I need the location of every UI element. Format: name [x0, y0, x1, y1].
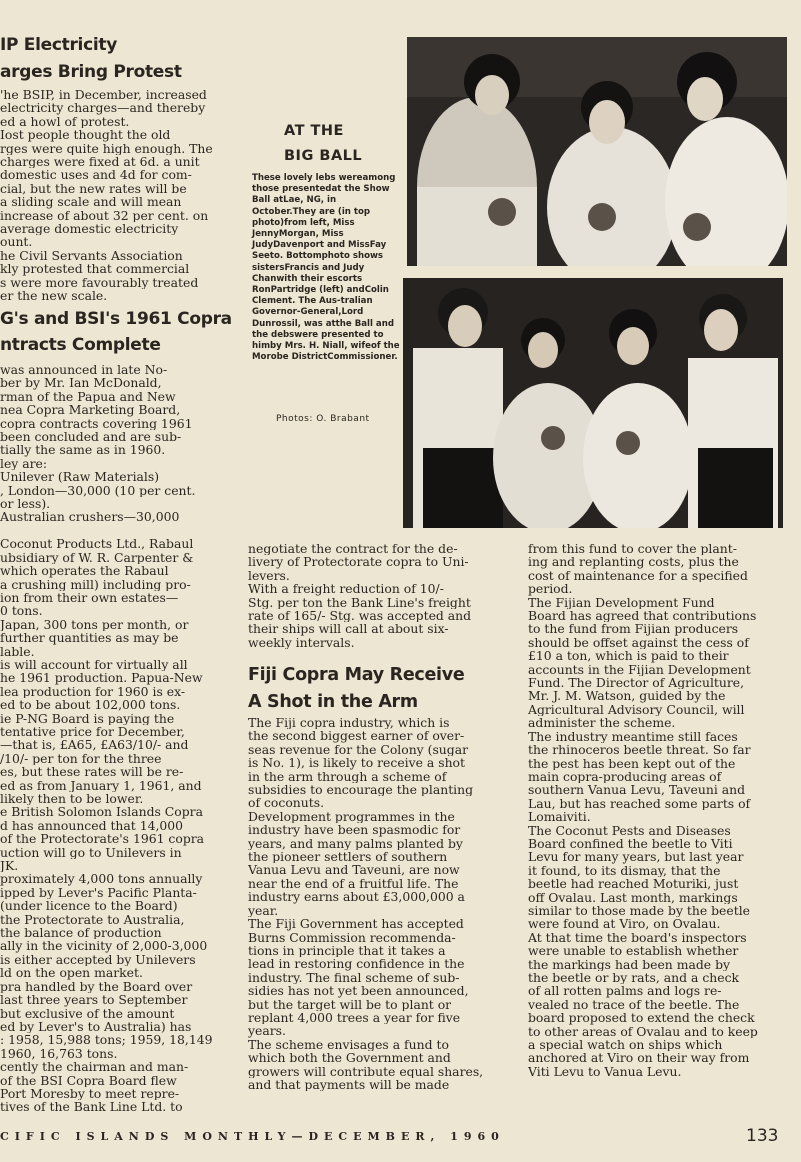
text-line: Lae, NG, in October. [252, 195, 337, 217]
text-line: tions in principle that it takes a [248, 943, 446, 958]
text-line: Francis and Judy Chan [252, 262, 365, 284]
text-line: ubsidiary of W. R. Carpenter & [0, 550, 194, 565]
page-number: 133 [746, 1126, 779, 1146]
text-line: livery of Protectorate copra to Uni- [248, 555, 469, 569]
text-line: es, but these rates will be re- [0, 765, 184, 779]
text-line: similar to those made by the beetle [528, 903, 750, 918]
text-line: Fund. The Director of Agriculture, [528, 676, 745, 690]
text-line: £10 a ton, which is paid to their [528, 649, 729, 663]
text-line: of coconuts. [248, 796, 325, 810]
text-line: tives of the Bank Line Ltd. to [0, 1100, 183, 1114]
text-line: likely then to be lower. [0, 792, 144, 806]
text-line: to other areas of Ovalau and to keep [528, 1024, 758, 1039]
text-line: a sliding scale and will mean [0, 195, 182, 209]
text-line: ing and replanting costs, plus the [528, 555, 739, 569]
text-line: Morgan, Miss Judy [252, 229, 344, 251]
text-line: the beetle or by rats, and a check [528, 971, 740, 985]
text-line: Stg. per ton the Bank Line's freight [248, 595, 471, 610]
text-line: pra handled by the Board over [0, 979, 193, 994]
text-line: were presented to him [252, 329, 384, 352]
text-line: ley are: [0, 456, 48, 471]
text-line: their ships will call at about six- [248, 622, 449, 636]
text-line: of the Morobe District [252, 341, 400, 363]
text-line: Partridge (left) and [270, 285, 365, 296]
text-line: a special watch on ships which [528, 1038, 723, 1052]
text-line: anchored at Viro on their way from [528, 1051, 750, 1065]
text-line: which operates the Rabaul [0, 564, 169, 578]
text-line: The scheme envisages a fund to [248, 1037, 449, 1052]
text-line: tentative price for December, [0, 724, 185, 739]
text-line: These lovely lebs were [252, 173, 363, 183]
text-line: Unilever (Raw Materials) [0, 470, 160, 484]
caption-title-line2: BIG BALL [284, 148, 363, 164]
text-line: the pioneer settlers of southern [248, 850, 448, 864]
text-line: The Coconut Pests and Diseases [528, 823, 731, 837]
text-line: vealed no trace of the beetle. The [528, 997, 740, 1012]
text-line: from left, Miss Jenny [252, 217, 355, 240]
article2-title-line2: ntracts Complete [0, 335, 161, 355]
text-line: is No. 1), is likely to receive a shot [248, 756, 465, 770]
text-line: is will account for virtually all [0, 657, 188, 672]
text-line: Levu for many years, but last year [528, 850, 744, 864]
text-line: years, and many palms planted by [248, 836, 463, 851]
text-line: , London—30,000 (10 per cent. [0, 483, 196, 498]
text-line: The Fiji copra industry, which is [248, 716, 450, 730]
text-line: 1960, 16,763 tons. [0, 1046, 118, 1061]
text-line: 'he BSIP, in December, increased [0, 88, 207, 102]
text-line: should be offset against the cess of [528, 635, 749, 650]
text-line: cost of maintenance for a specified [528, 568, 748, 583]
text-line: er the new scale. [0, 289, 108, 303]
text-line: cently the chairman and man- [0, 1060, 189, 1074]
text-line: of the BSI Copra Board flew [0, 1073, 177, 1087]
text-line: year. [248, 903, 279, 918]
article2-body [0, 363, 228, 1114]
text-line: uction will go to Unilevers in [0, 845, 182, 860]
text-line: Lau, but has reached some parts of [528, 796, 751, 811]
text-line: from this fund to cover the plant- [528, 542, 737, 556]
text-line: ber by Mr. Ian McDonald, [0, 376, 162, 390]
text-line: Mr. J. M. Watson, guided by the [528, 689, 726, 703]
mid-continued-body [248, 542, 534, 649]
text-line: industry earns about £3,000,000 a [248, 890, 465, 904]
text-line: copra contracts covering 1961 [0, 416, 193, 431]
text-line: The Fiji Government has accepted [248, 917, 464, 931]
text-line: or less). [0, 497, 51, 511]
text-line: lable. [0, 644, 35, 658]
text-line: s were more favourably treated [0, 275, 199, 290]
text-line: Australian crushers—30,000 [0, 510, 180, 524]
text-line: d has announced that 14,000 [0, 818, 184, 833]
text-line: negotiate the contract for the de- [248, 542, 458, 556]
text-line: Iost people thought the old [0, 128, 171, 142]
text-line: Burns Commission recommenda- [248, 930, 456, 944]
text-line: Commissioner. [327, 352, 398, 363]
text-line: The Fijian Development Fund [528, 595, 715, 610]
text-line: rges were quite high enough. The [0, 141, 213, 156]
text-line: which both the Government and [248, 1051, 451, 1065]
article1-title-line2: arges Bring Protest [0, 62, 182, 82]
text-line: domestic uses and 4d for com- [0, 168, 192, 182]
text-line: southern Vanua Levu, Taveuni and [528, 783, 746, 797]
text-line: JK. [0, 859, 19, 873]
bottom-photo-couples [403, 278, 783, 528]
text-line: Vanua Levu and Taveuni, are now [248, 863, 460, 877]
text-line: industry. The final scheme of sub- [248, 970, 460, 985]
text-line: Port Moresby to meet repre- [0, 1086, 180, 1101]
text-line: but exclusive of the amount [0, 1006, 175, 1020]
text-line: /10/- per ton for the three [0, 751, 162, 766]
bottom-photo-illustration [403, 278, 783, 528]
text-line: increase of about 32 per cent. on [0, 208, 209, 223]
text-line: ie P-NG Board is paying the [0, 711, 175, 725]
text-line: the Protectorate to Australia, [0, 912, 185, 927]
text-line: of the Protectorate's 1961 copra [0, 832, 205, 846]
text-line: e British Solomon Islands Copra [0, 805, 203, 819]
right-column-body [528, 542, 784, 1078]
top-photo-debutantes [407, 37, 787, 266]
article1-title-line1: IP Electricity [0, 35, 117, 55]
text-line: off Ovalau. Last month, markings [528, 890, 738, 904]
text-line: lea production for 1960 is ex- [0, 684, 186, 699]
text-line: replant 4,000 trees a year for five [248, 1010, 461, 1025]
text-line: the Ball and the debs [252, 318, 395, 340]
fiji-title-line1: Fiji Copra May Receive [248, 665, 465, 685]
text-line: ld on the open market. [0, 966, 143, 980]
text-line: Japan, 300 tons per month, or [0, 617, 189, 632]
text-line: the balance of production [0, 926, 162, 940]
text-line: Board has agreed that contributions [528, 609, 757, 623]
text-line: in the arm through a scheme of [248, 769, 447, 784]
text-line: is either accepted by Unilevers [0, 952, 196, 967]
text-line: photo shows sisters [252, 251, 384, 273]
text-line: rman of the Papua and New [0, 389, 176, 404]
text-line: sidies has not yet been announced, [248, 984, 469, 998]
text-line: At that time the board's inspectors [528, 930, 747, 945]
caption-title-line1: AT THE [284, 123, 344, 139]
text-line: Coconut Products Ltd., Rabaul [0, 537, 194, 551]
text-line: : 1958, 15,988 tons; 1959, 18,149 [0, 1033, 213, 1047]
text-line: was announced in late No- [0, 363, 168, 377]
text-line: ed to be about 102,000 tons. [0, 698, 181, 712]
text-line: —that is, £A65, £A63/10/- and [0, 738, 189, 752]
text-line: Lomaiviti. [528, 810, 591, 824]
text-line: rate of 165/- Stg. was accepted and [248, 609, 472, 623]
text-line: Board confined the beetle to Viti [528, 836, 733, 851]
text-line: ed as from January 1, 1961, and [0, 778, 202, 792]
text-line: The industry meantime still faces [528, 729, 738, 744]
text-line: further quantities as may be [0, 631, 179, 645]
text-line: board proposed to extend the check [528, 1011, 755, 1025]
text-line: been concluded and are sub- [0, 430, 182, 444]
text-line: were unable to establish whether [528, 944, 739, 958]
article2-title-line1: G's and BSI's 1961 Copra [0, 309, 232, 329]
text-line: They are (in top photo) [252, 206, 371, 228]
text-line: charges were fixed at 6d. a unit [0, 155, 200, 169]
text-line: of all rotten palms and logs re- [528, 984, 722, 998]
text-line: ipped by Lever's Pacific Planta- [0, 885, 197, 900]
text-line: Davenport and Miss [273, 240, 370, 251]
text-line: ed by Lever's to Australia) has [0, 1019, 192, 1034]
text-line: accounts in the Fijian Development [528, 662, 751, 677]
text-line: near the end of a fruitful life. The [248, 876, 459, 891]
text-line: tralian Governor-General, [252, 296, 373, 318]
text-line: proximately 4,000 tons annually [0, 872, 203, 886]
text-line: nea Copra Marketing Board, [0, 403, 181, 417]
text-line: lead in restoring confidence in the [248, 957, 465, 971]
text-line: With a freight reduction of 10/- [248, 582, 444, 596]
text-line: with their escorts Ron [252, 273, 363, 296]
text-line: tially the same as in 1960. [0, 443, 166, 457]
text-line: the pest has been kept out of the [528, 756, 736, 770]
fiji-body [248, 716, 534, 1091]
text-line: average domestic electricity [0, 222, 179, 236]
text-line: period. [528, 582, 573, 596]
text-line: Agricultural Advisory Council, will [528, 702, 745, 717]
caption-body [252, 173, 402, 363]
text-line: seas revenue for the Colony (sugar [248, 742, 469, 757]
text-line: industry have been spasmodic for [248, 823, 461, 837]
text-line [0, 524, 228, 537]
text-line: the rhinoceros beetle threat. So far [528, 743, 751, 757]
top-photo-illustration [407, 37, 787, 266]
text-line: at the Show Ball at [252, 184, 390, 206]
text-line: Fay Seeto. Bottom [252, 240, 387, 262]
text-line: it found, to its dismay, that the [528, 863, 721, 878]
text-line: 0 tons. [0, 604, 43, 618]
text-line: the markings had been made by [528, 957, 730, 971]
text-line: and that payments will be made [248, 1077, 450, 1092]
text-line: (under licence to the Board) [0, 899, 178, 913]
text-line: Viti Levu to Vanua Levu. [528, 1064, 682, 1079]
text-line: main copra-producing areas of [528, 769, 722, 784]
text-line: among those presented [252, 173, 396, 195]
text-line: years. [248, 1024, 286, 1038]
text-line: administer the scheme. [528, 716, 676, 730]
text-line: growers will contribute equal shares, [248, 1064, 484, 1078]
text-line: Lord Dunrossil, was at [252, 307, 364, 329]
text-line: ion from their own estates— [0, 590, 179, 605]
text-line: levers. [248, 568, 290, 583]
text-line: kly protested that commercial [0, 262, 190, 276]
text-line: Development programmes in the [248, 809, 455, 824]
text-line: ed a howl of protest. [0, 114, 130, 129]
text-line: the second biggest earner of over- [248, 729, 465, 743]
text-line: he 1961 production. Papua-New [0, 671, 203, 685]
text-line: ally in the vicinity of 2,000-3,000 [0, 939, 208, 953]
text-line: last three years to September [0, 993, 188, 1007]
text-line: by Mrs. H. Niall, wife [270, 341, 371, 352]
text-line: cial, but the new rates will be [0, 181, 187, 196]
text-line: subsidies to encourage the planting [248, 783, 474, 797]
text-line: Colin Clement. The Aus- [252, 285, 389, 307]
text-line: ount. [0, 235, 33, 249]
text-line: electricity charges—and thereby [0, 101, 206, 115]
text-line: he Civil Servants Association [0, 248, 183, 263]
article1-body [0, 88, 228, 303]
footer-publication: CIFIC ISLANDS MONTHLY—DECEMBER, 1960 [0, 1130, 505, 1143]
text-line: but the target will be to plant or [248, 997, 452, 1011]
text-line: a crushing mill) including pro- [0, 577, 191, 591]
fiji-title-line2: A Shot in the Arm [248, 692, 418, 712]
text-line: beetle had reached Moturiki, just [528, 877, 739, 891]
text-line: weekly intervals. [248, 635, 355, 650]
photo-credit: Photos: O. Brabant [276, 414, 370, 424]
text-line: were found at Viro, on Ovalau. [528, 917, 721, 931]
text-line: to the fund from Fijian producers [528, 622, 739, 636]
